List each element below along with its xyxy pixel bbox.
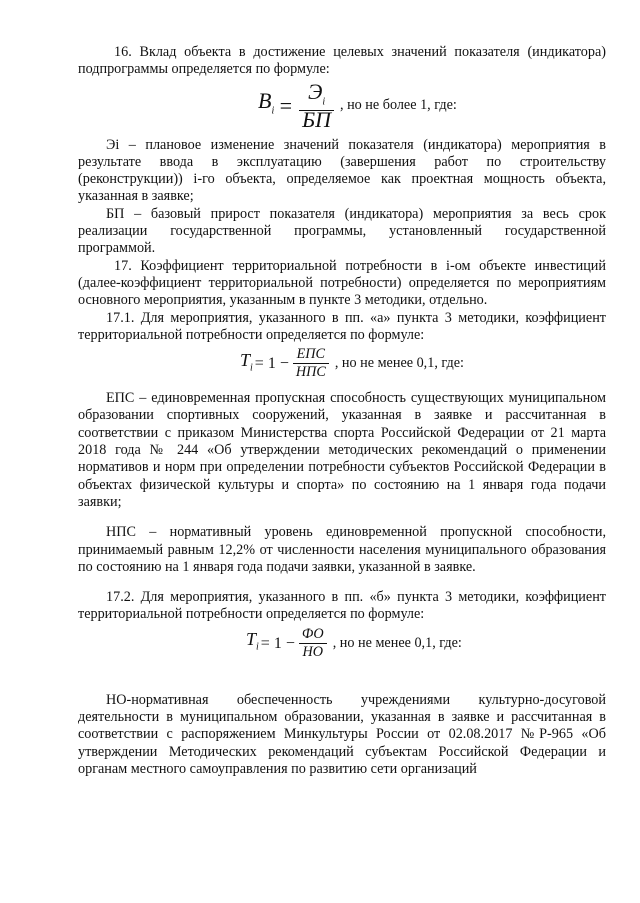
definition-ei: Эi – плановое изменение значений показателя (индикатора) мероприятия в результате ввода в эксплуатацию (завершения работ по строительству (реконструкции)) i-го объекта, определяемое как проектная мощность объекта, указанная в заявке;	[78, 136, 606, 205]
formula-condition: , но не менее 0,1, где:	[332, 634, 462, 651]
formula-numerator: $Э_i$	[307, 78, 326, 107]
formula-denominator: НПС	[295, 364, 326, 381]
definition-no: НО-нормативная обеспеченность учреждениями культурно-досуговой деятельности в муниципальном образовании, указанная в заявке и рассчитанная в соответствии с распоряжением Минкультуры России от 02.08.2017 №Р-965 «Об утверждении Методических рекомендаций субъектам Российской Федерации и органам местного самоуправления по развитию сети организаций	[78, 691, 606, 777]
formula-denominator: БП	[302, 107, 331, 133]
formula-territorial-2: $T_i$ = 1 − $\frac{ФО}{НО}$ , но не менее 0,1, где:	[246, 625, 462, 661]
paragraph-17: 17. Коэффициент территориальной потребности в i-ом объекте инвестиций (далее-коэффициент территориальной потребности) определяется по мероприятиям основного мероприятия, указанным в пункте 3 методики, отдельно.	[78, 257, 606, 309]
formula-numerator: ЕПС	[296, 346, 326, 363]
definition-eps: ЕПС – единовременная пропускная способность существующих муниципальном образовании спортивных сооружений, указанная в заявке и рассчитанная в соответствии с приказом Министерства спорта Российской Федерации от 21 марта 2018 года № 244 «Об утверждении методических рекомендаций о применении нормативов и норм при определении потребности субъектов Российской Федерации в объектах физической культуры и спорта» по состоянию на 1 января года подачи заявки;	[78, 390, 606, 510]
formula-territorial-1: $T_i$ = 1 − $\frac{\text{ЕПС}}{\text{НПС}}$ , но не менее 0,1, где:	[240, 346, 464, 381]
definition-nps: НПС – нормативный уровень единовременной пропускной способности, принимаемый равным 12,2% от численности населения муниципального образования по состоянию на 1 января года подачи заявки, указанной в заявке.	[78, 524, 606, 575]
document-page	[78, 44, 606, 778]
formula-fraction	[293, 346, 329, 382]
paragraph-17-2: 17.2. Для мероприятия, указанного в пп. «б» пункта 3 методики, коэффициент территориальной потребности определяется по формуле:	[78, 589, 606, 623]
formula-fraction	[299, 626, 327, 662]
formula-lhs: $B_i$	[258, 87, 275, 117]
formula-lhs: $T_i$	[246, 629, 259, 653]
formula-condition: , но не более 1, где:	[339, 96, 457, 113]
paragraph-16: 16. Вклад объекта в достижение целевых значений показателя (индикатора) подпрограммы определяется по формуле:	[78, 44, 606, 78]
formula-numerator: ФО	[301, 625, 324, 642]
formula-condition: , но не менее 0,1, где:	[334, 355, 464, 372]
formula-lhs: $T_i$	[240, 349, 253, 374]
paragraph-17-1: 17.1. Для мероприятия, указанного в пп. «а» пункта 3 методики, коэффициент территориальной потребности определяется по формуле:	[78, 309, 606, 343]
formula-fraction	[299, 78, 334, 133]
formula-denominator: НО	[302, 644, 324, 661]
definition-bp: БП – базовый прирост показателя (индикатора) мероприятия за весь срок реализации государственной программы, установленный государственной программой.	[78, 205, 606, 257]
formula-contribution: $B_i$ = $\frac{Э_i}{БП}$ , но не более 1, где:	[258, 78, 457, 133]
